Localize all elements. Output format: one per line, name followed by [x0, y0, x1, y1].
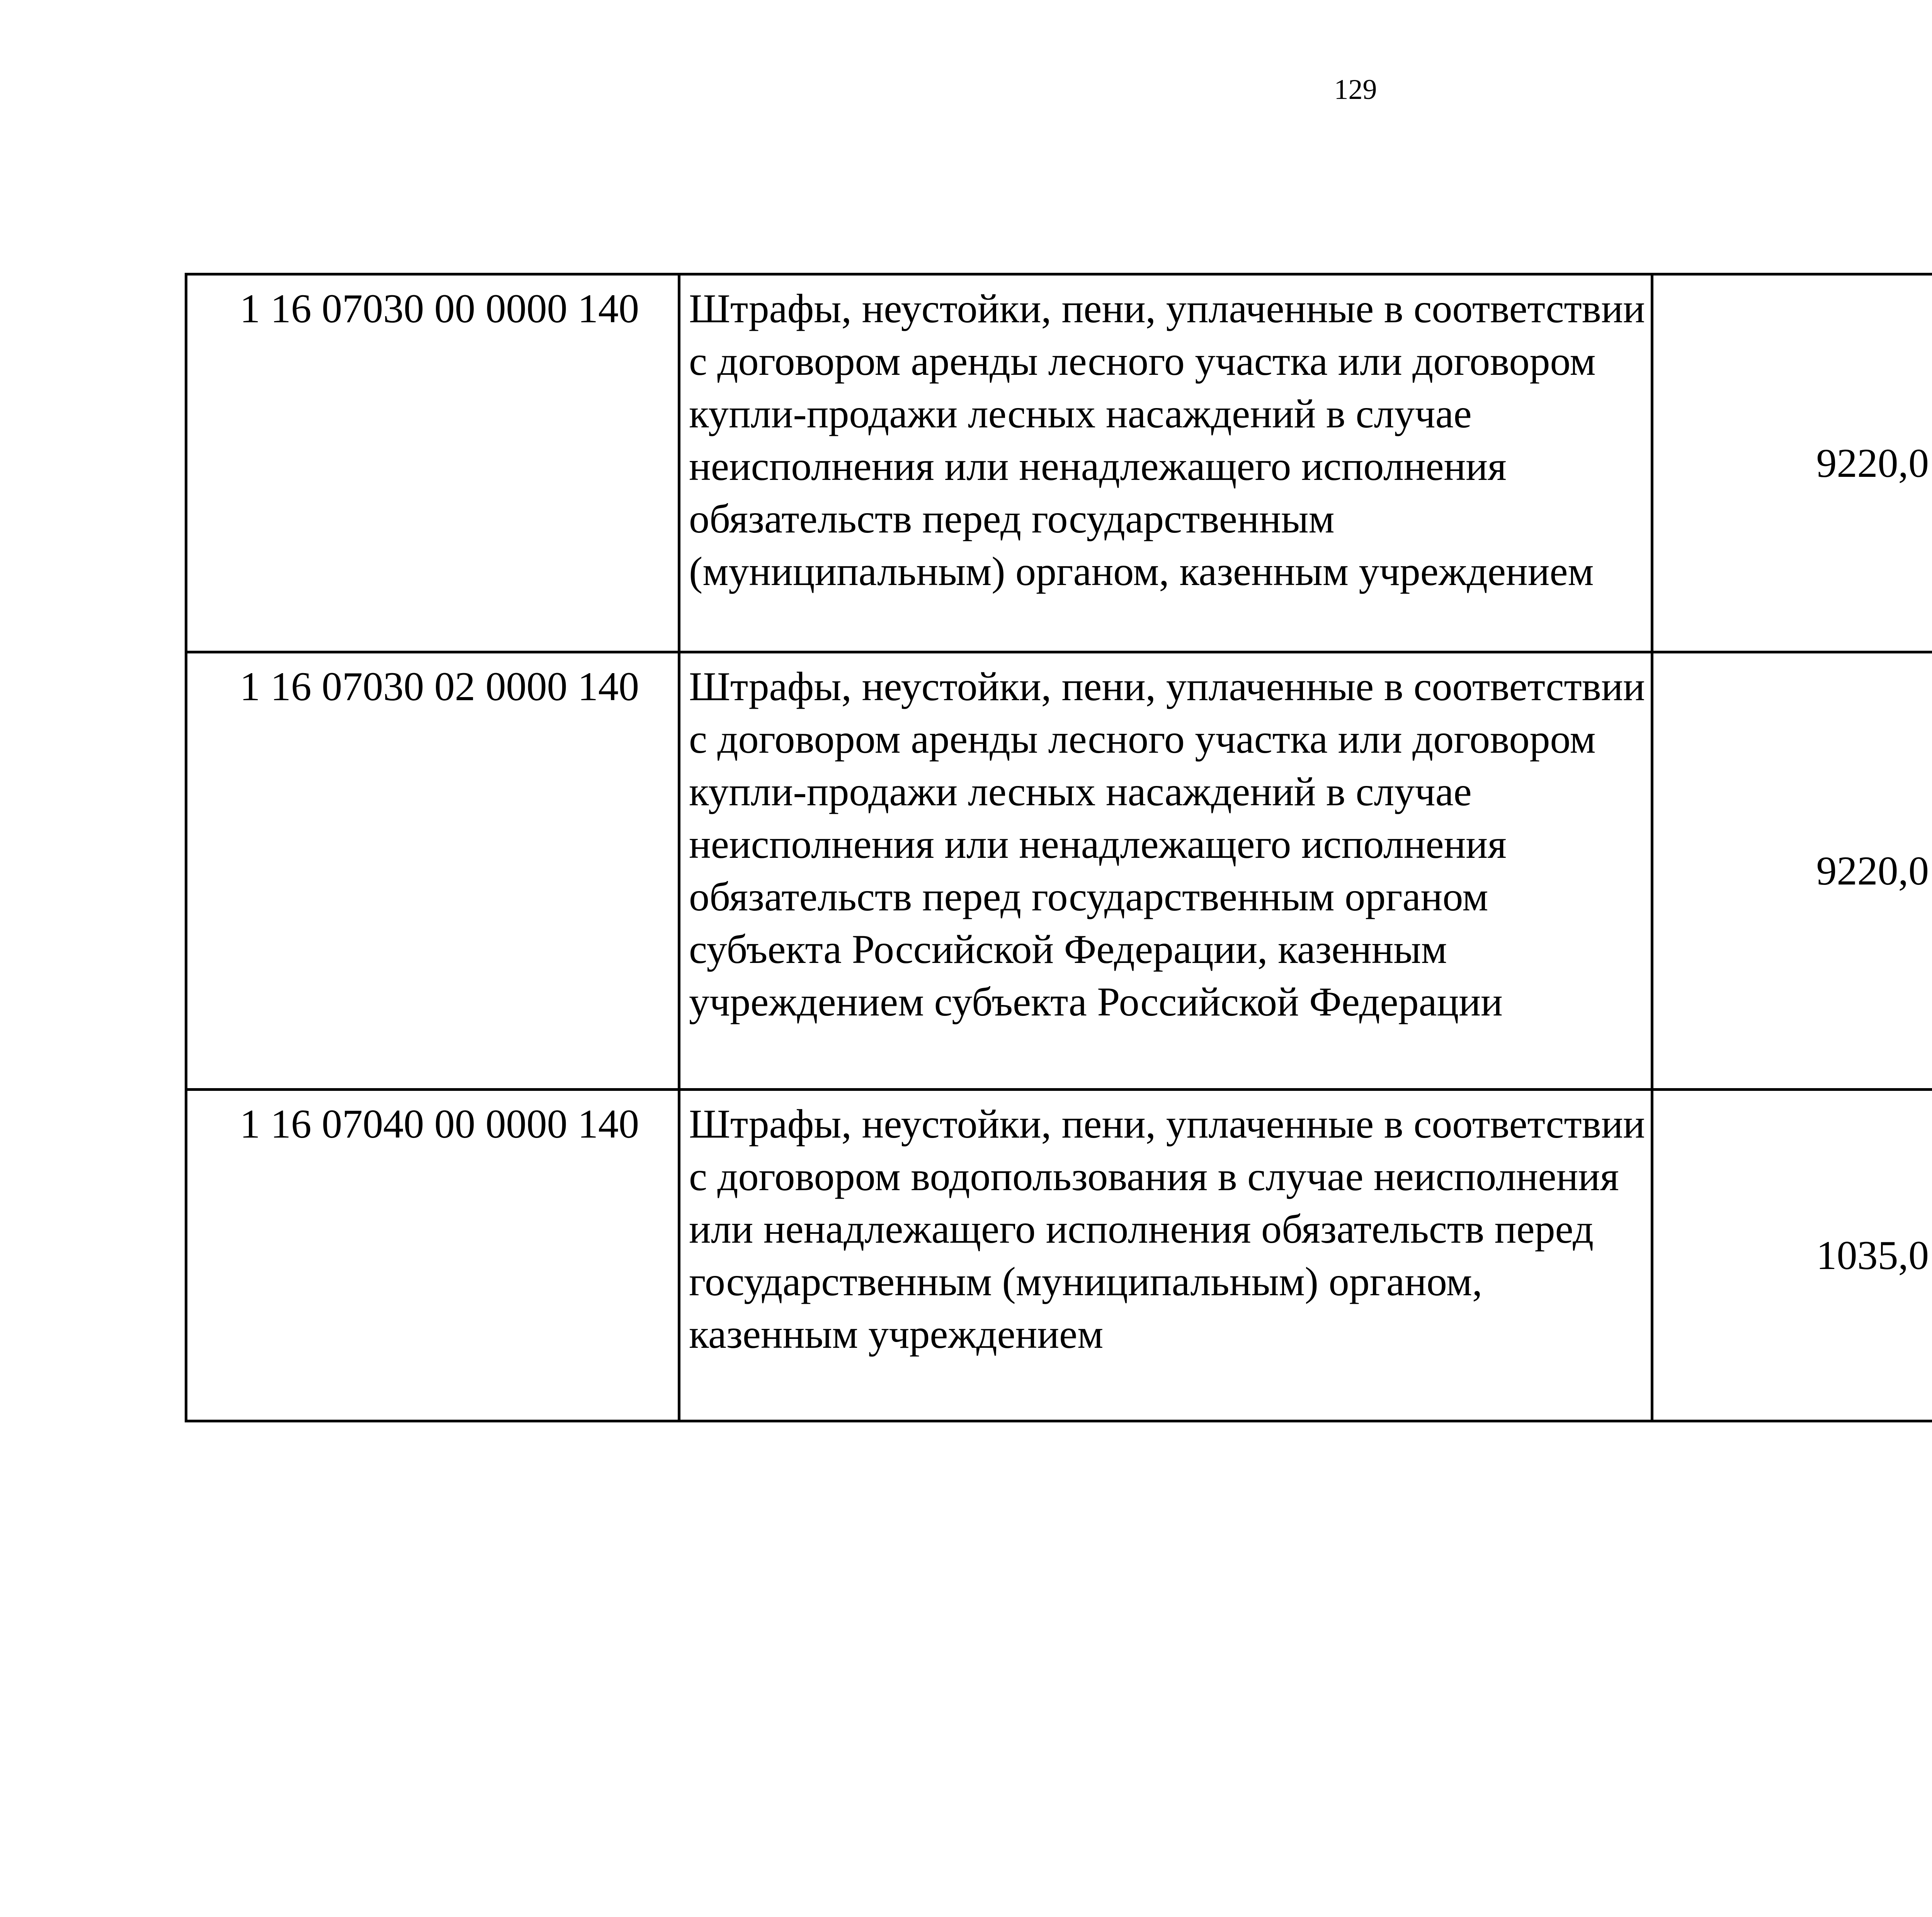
revenue-name-cell: Штрафы, неустойки, пени, уплаченные в соответствии с договором аренды лесного участка или договором купли-продажи лесных насаждений в случае неисполнения или ненадлежащего исполнения обязательств перед государственным органом субъекта Российской Федерации, казенным учреждением субъекта Российской Федерации — [679, 652, 1652, 1090]
budget-revenue-table — [185, 273, 1932, 1422]
page-number: 129 — [1334, 74, 1377, 105]
value-cell-1: 1035,0 — [1652, 1090, 1932, 1421]
revenue-name-cell: Штрафы, неустойки, пени, уплаченные в соответствии с договором водопользования в случае неисполнения или ненадлежащего исполнения обязательств перед государственным (муниципальным) органом, казенным учреждением — [679, 1090, 1652, 1421]
table-row — [186, 1090, 1932, 1421]
revenue-code-cell: 1 16 07030 00 0000 140 — [186, 274, 679, 652]
table-row — [186, 274, 1932, 652]
revenue-code-cell: 1 16 07040 00 0000 140 — [186, 1090, 679, 1421]
table-row — [186, 652, 1932, 1090]
revenue-name-cell: Штрафы, неустойки, пени, уплаченные в соответствии с договором аренды лесного участка или договором купли-продажи лесных насаждений в случае неисполнения или ненадлежащего исполнения обязательств перед государственным (муниципальным) органом, казенным учреждением — [679, 274, 1652, 652]
revenue-code-cell: 1 16 07030 02 0000 140 — [186, 652, 679, 1090]
value-cell-1: 9220,0 — [1652, 652, 1932, 1090]
value-cell-1: 9220,0 — [1652, 274, 1932, 652]
